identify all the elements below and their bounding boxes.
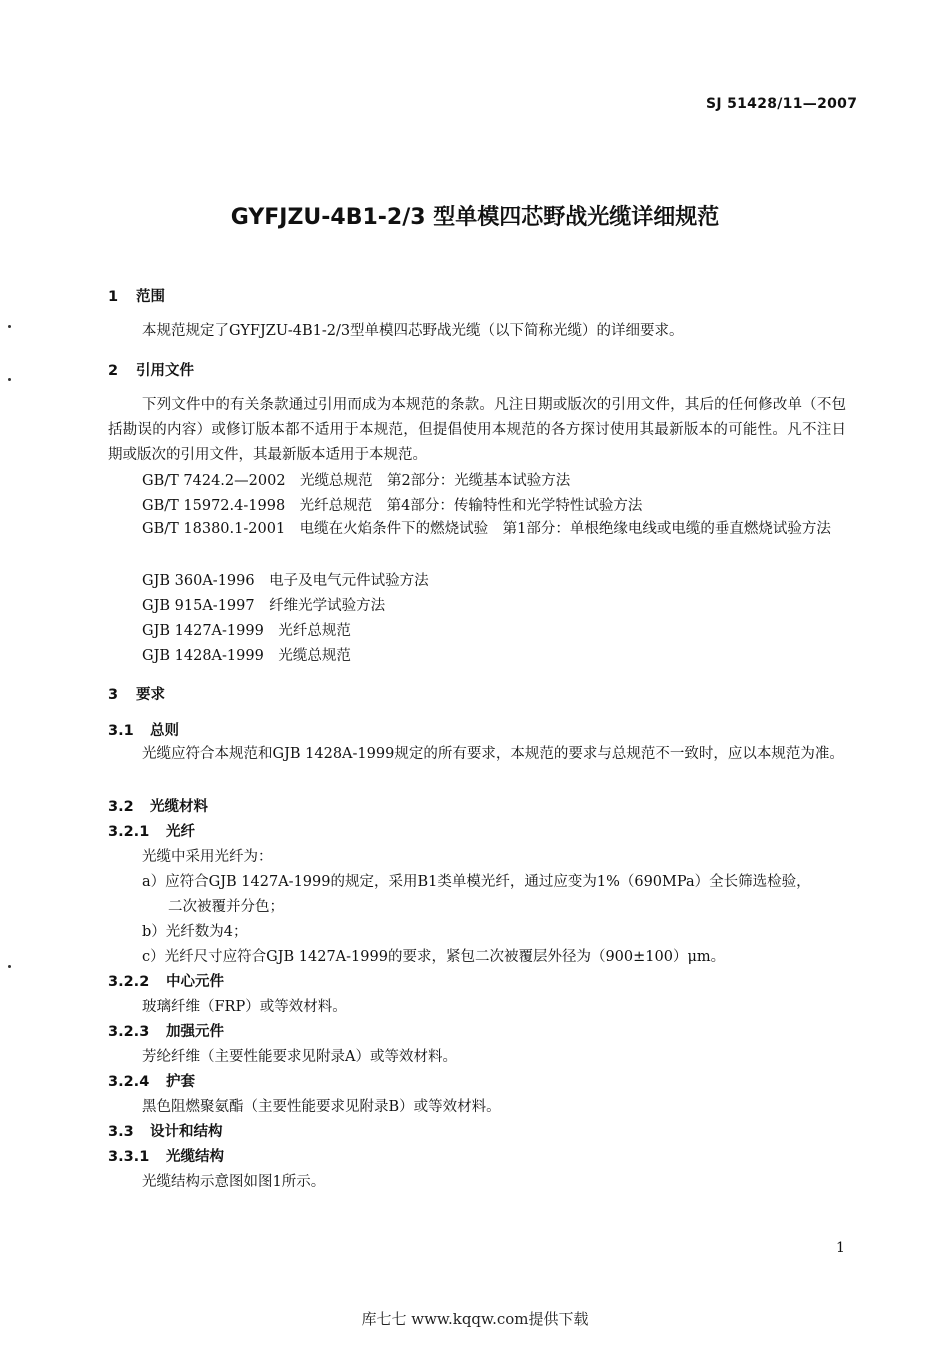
section-number: 3.3 bbox=[108, 1124, 134, 1140]
section-3-2-2-heading bbox=[108, 970, 224, 991]
section-title: 光缆材料 bbox=[150, 799, 208, 815]
section-1-text: 本规范规定了GYFJZU-4B1-2/3型单模四芯野战光缆（以下简称光缆）的详细要求。 bbox=[142, 323, 684, 339]
section-3-1-heading bbox=[108, 719, 179, 740]
section-number: 3.2.4 bbox=[108, 1074, 150, 1090]
section-3-3-1-heading bbox=[108, 1145, 224, 1166]
scan-mark bbox=[8, 378, 11, 381]
reference-item: GJB 360A-1996 电子及电气元件试验方法 bbox=[142, 573, 429, 589]
fiber-item-c: c）光纤尺寸应符合GJB 1427A-1999的要求，紧包二次被覆层外径为（900±100）μm。 bbox=[142, 949, 726, 965]
section-3-2-2-text: 玻璃纤维（FRP）或等效材料。 bbox=[142, 999, 347, 1015]
section-title: 中心元件 bbox=[166, 974, 224, 990]
section-title: 护套 bbox=[166, 1074, 195, 1090]
fiber-item-b: b）光纤数为4； bbox=[142, 924, 248, 940]
section-3-3-heading bbox=[108, 1120, 223, 1141]
document-title: GYFJZU-4B1-2/3 型单模四芯野战光缆详细规范 bbox=[230, 205, 720, 230]
fiber-intro: 光缆中采用光纤为： bbox=[142, 849, 273, 865]
fiber-item-a: a）应符合GJB 1427A-1999的规定，采用B1类单模光纤，通过应变为1%（690MPa）全长筛选检验， bbox=[142, 874, 811, 890]
section-number: 2 bbox=[108, 363, 119, 379]
section-3-3-1-text: 光缆结构示意图如图1所示。 bbox=[142, 1174, 326, 1190]
section-2-intro: 下列文件中的有关条款通过引用而成为本规范的条款。凡注日期或版次的引用文件，其后的任何修改单（不包括勘误的内容）或修订版本都不适用于本规范，但提倡使用本规范的各方探讨使用其最新版本的可能性。凡不注日期或版次的引用文件，其最新版本适用于本规范。 bbox=[108, 397, 846, 463]
section-title: 光纤 bbox=[166, 824, 195, 840]
section-3-1-text: 光缆应符合本规范和GJB 1428A-1999规定的所有要求，本规范的要求与总规范不一致时，应以本规范为准。 bbox=[142, 746, 844, 762]
section-1-heading bbox=[108, 285, 165, 306]
download-footer: 库七七 www.kqqw.com提供下载 bbox=[361, 1310, 589, 1328]
section-number: 3.3.1 bbox=[108, 1149, 150, 1165]
section-number: 1 bbox=[108, 289, 119, 305]
scan-mark bbox=[8, 325, 11, 328]
section-3-2-1-heading bbox=[108, 820, 195, 841]
section-3-heading bbox=[108, 683, 165, 704]
reference-item: GB/T 18380.1-2001 电缆在火焰条件下的燃烧试验 第1部分：单根绝缘电线或电缆的垂直燃烧试验方法 bbox=[142, 521, 831, 537]
section-number: 3.1 bbox=[108, 723, 134, 739]
document-code: SJ 51428/11—2007 bbox=[706, 96, 858, 112]
section-title: 引用文件 bbox=[136, 363, 194, 379]
section-title: 范围 bbox=[136, 289, 165, 305]
section-number: 3 bbox=[108, 687, 119, 703]
section-title: 光缆结构 bbox=[166, 1149, 224, 1165]
section-number: 3.2.3 bbox=[108, 1024, 150, 1040]
section-title: 要求 bbox=[136, 687, 165, 703]
section-title: 总则 bbox=[150, 723, 179, 739]
section-2-heading bbox=[108, 359, 194, 380]
reference-item: GB/T 7424.2—2002 光缆总规范 第2部分：光缆基本试验方法 bbox=[142, 473, 571, 489]
page-number: 1 bbox=[836, 1240, 845, 1256]
section-title: 加强元件 bbox=[166, 1024, 224, 1040]
section-3-2-4-text: 黑色阻燃聚氨酯（主要性能要求见附录B）或等效材料。 bbox=[142, 1099, 501, 1115]
section-3-2-3-text: 芳纶纤维（主要性能要求见附录A）或等效材料。 bbox=[142, 1049, 457, 1065]
section-number: 3.2.1 bbox=[108, 824, 150, 840]
section-title: 设计和结构 bbox=[150, 1124, 223, 1140]
reference-item: GJB 1427A-1999 光纤总规范 bbox=[142, 623, 351, 639]
section-3-2-4-heading bbox=[108, 1070, 195, 1091]
section-number: 3.2.2 bbox=[108, 974, 150, 990]
section-number: 3.2 bbox=[108, 799, 134, 815]
reference-item: GB/T 15972.4-1998 光纤总规范 第4部分：传输特性和光学特性试验方法 bbox=[142, 498, 643, 514]
fiber-item-a-cont: 二次被覆并分色； bbox=[168, 899, 284, 915]
section-3-2-heading bbox=[108, 795, 208, 816]
section-3-2-3-heading bbox=[108, 1020, 224, 1041]
reference-item: GJB 1428A-1999 光缆总规范 bbox=[142, 648, 351, 664]
scan-mark bbox=[8, 965, 11, 968]
reference-item: GJB 915A-1997 纤维光学试验方法 bbox=[142, 598, 386, 614]
